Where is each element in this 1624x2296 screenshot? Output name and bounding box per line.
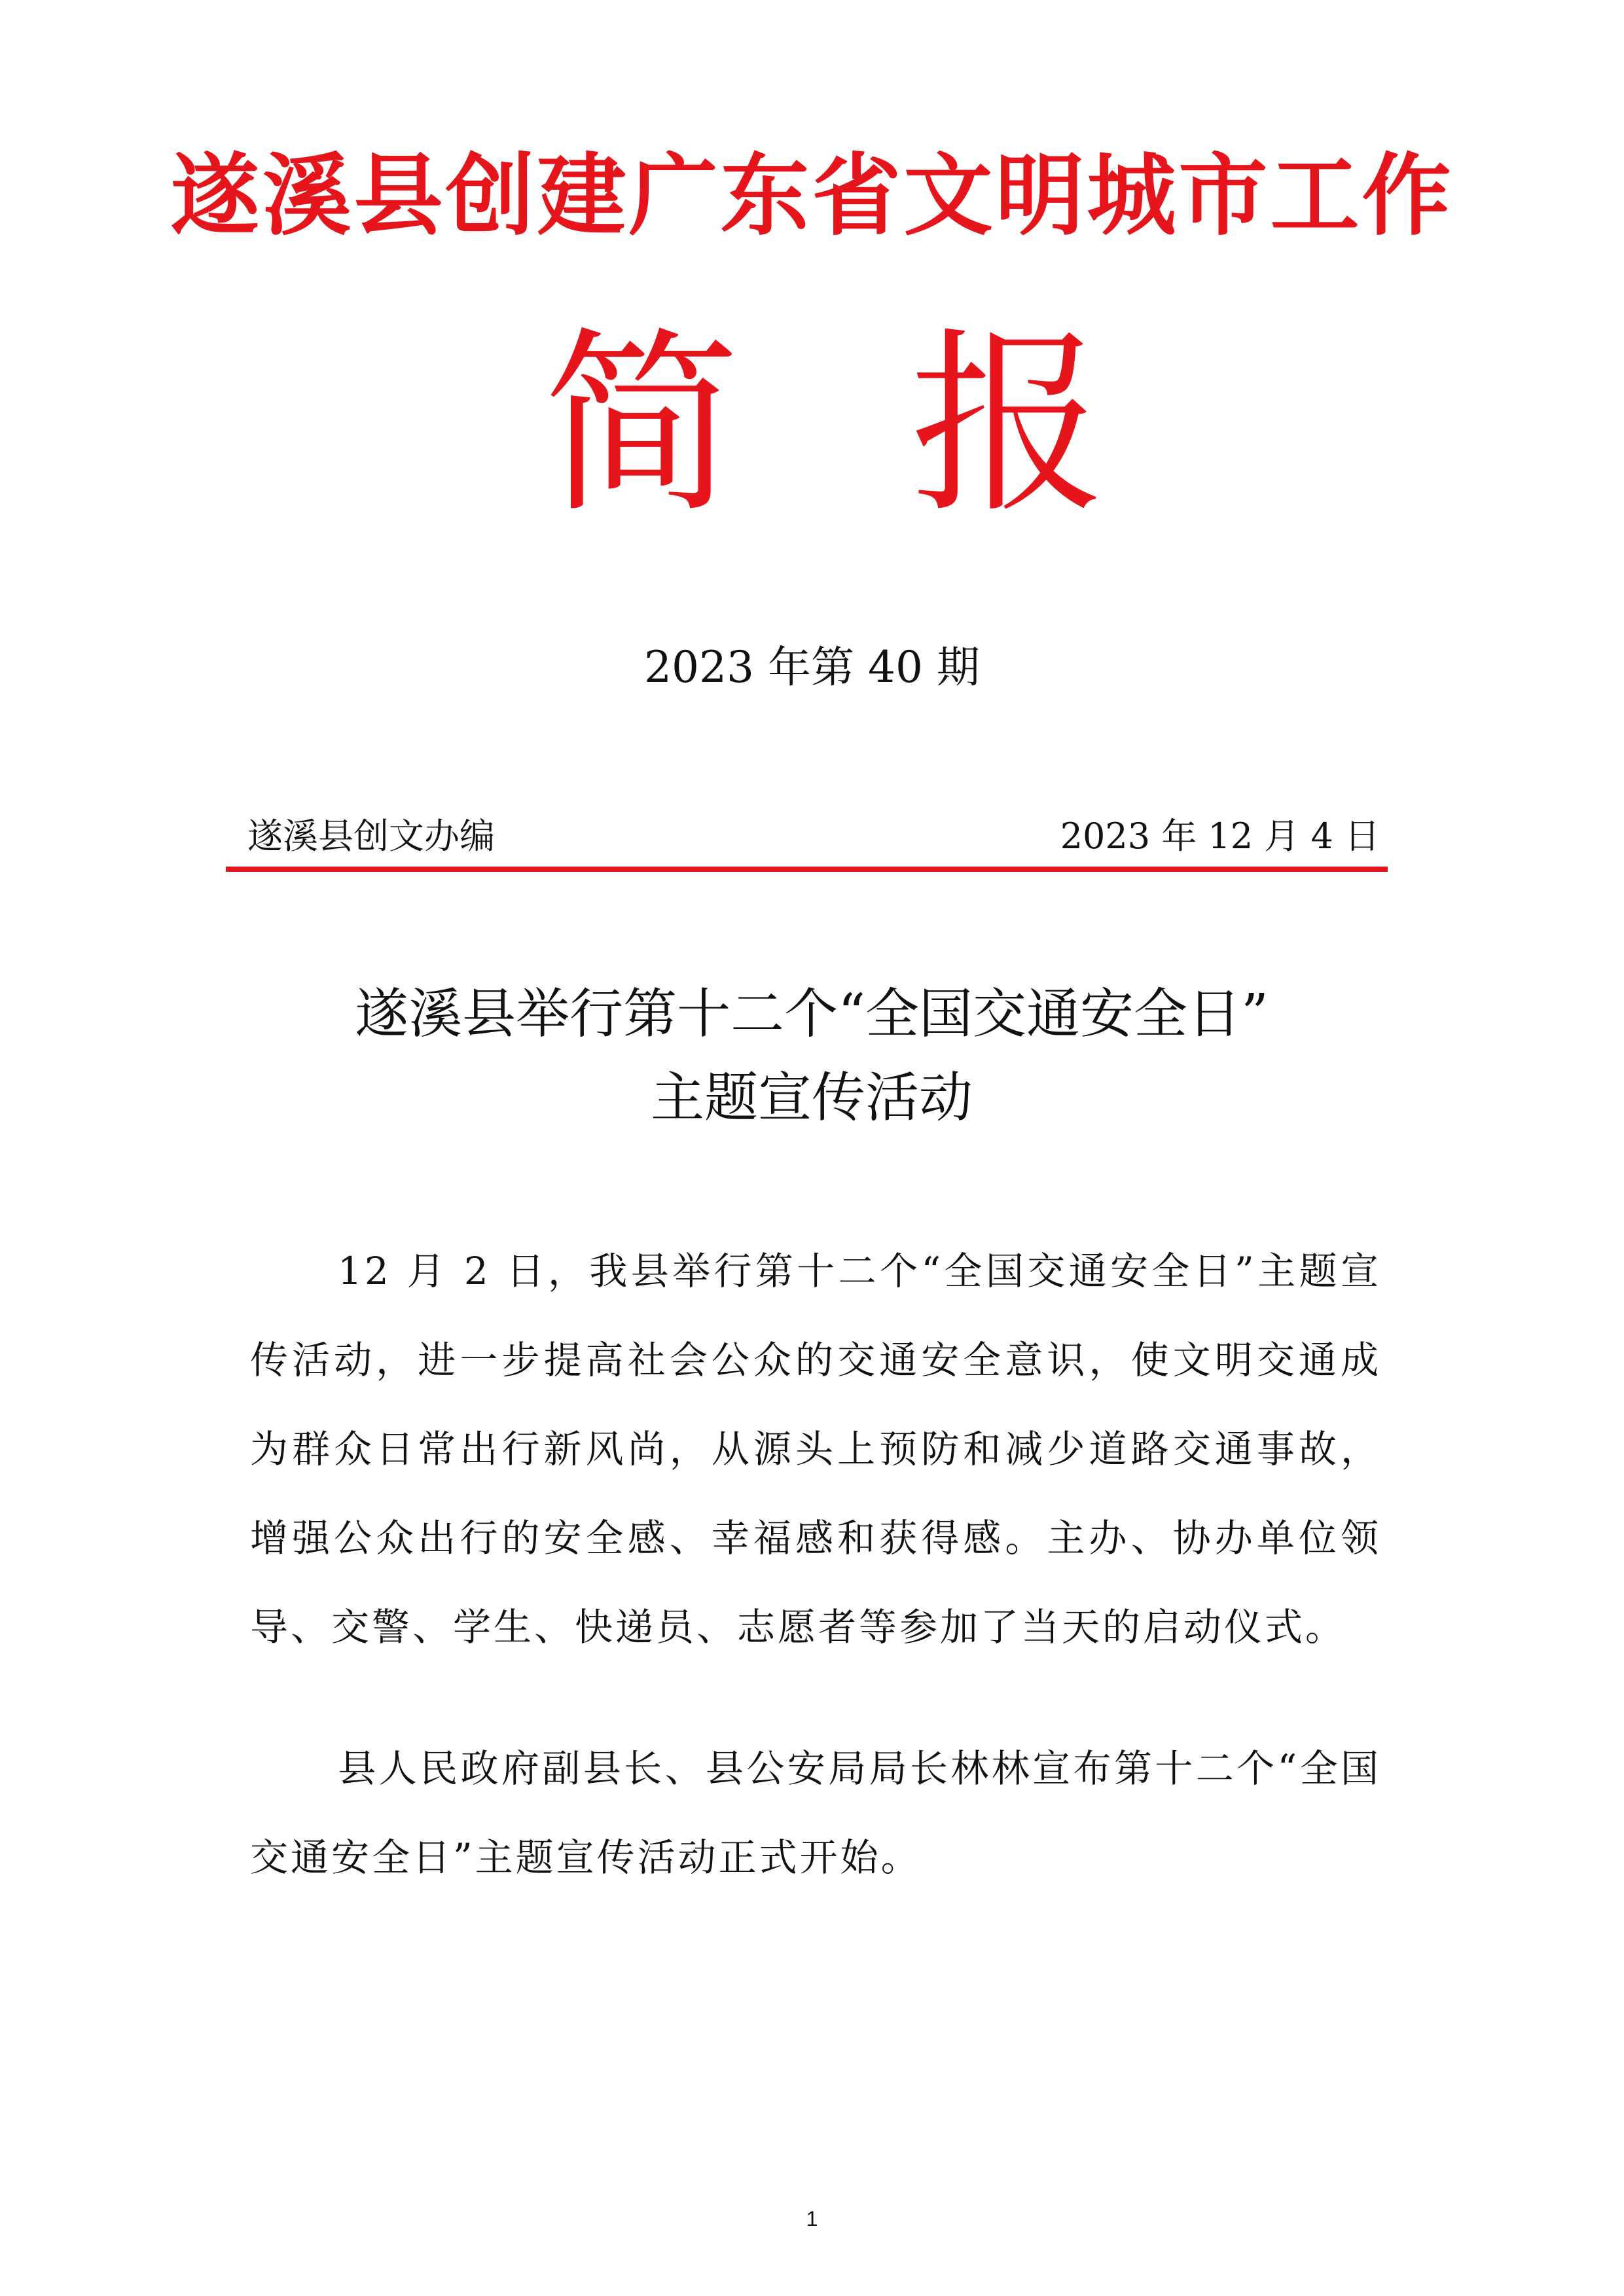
publish-date: 2023 年 12 月 4 日 xyxy=(1060,816,1380,857)
bulletin-title-char-1: 简 xyxy=(543,311,740,539)
red-divider xyxy=(226,867,1388,872)
article-paragraph-2 xyxy=(250,1724,1381,1902)
article-paragraph-1-text: 12 月 2 日，我县举行第十二个“全国交通安全日”主题宣传活动，进一步提高社会公众的交通安全意识，使文明交通成为群众日常出行新风尚，从源头上预防和减少道路交通事故，增强公众出行的安全感、幸福感和获得感。主办、协办单位领导、交警、学生、快递员、志愿者等参加了当天的启动仪式。 xyxy=(250,1249,1381,1649)
issue-number: 2023 年第 40 期 xyxy=(644,642,980,692)
article-paragraph-2-text: 县人民政府副县长、县公安局局长林林宣布第十二个“全国交通安全日”主题宣传活动正式开始。 xyxy=(250,1746,1381,1880)
page-number: 1 xyxy=(806,2207,818,2231)
article-paragraph-1 xyxy=(250,1227,1381,1672)
bulletin-title-char-2: 报 xyxy=(910,311,1106,539)
org-title: 遂溪县创建广东省文明城市工作 xyxy=(170,145,1454,248)
editor-label: 遂溪县创文办编 xyxy=(247,816,495,857)
meta-row xyxy=(247,810,1380,863)
article-headline-line-1: 遂溪县举行第十二个“全国交通安全日” xyxy=(355,983,1269,1045)
article-headline-line-2: 主题宣传活动 xyxy=(650,1067,973,1129)
